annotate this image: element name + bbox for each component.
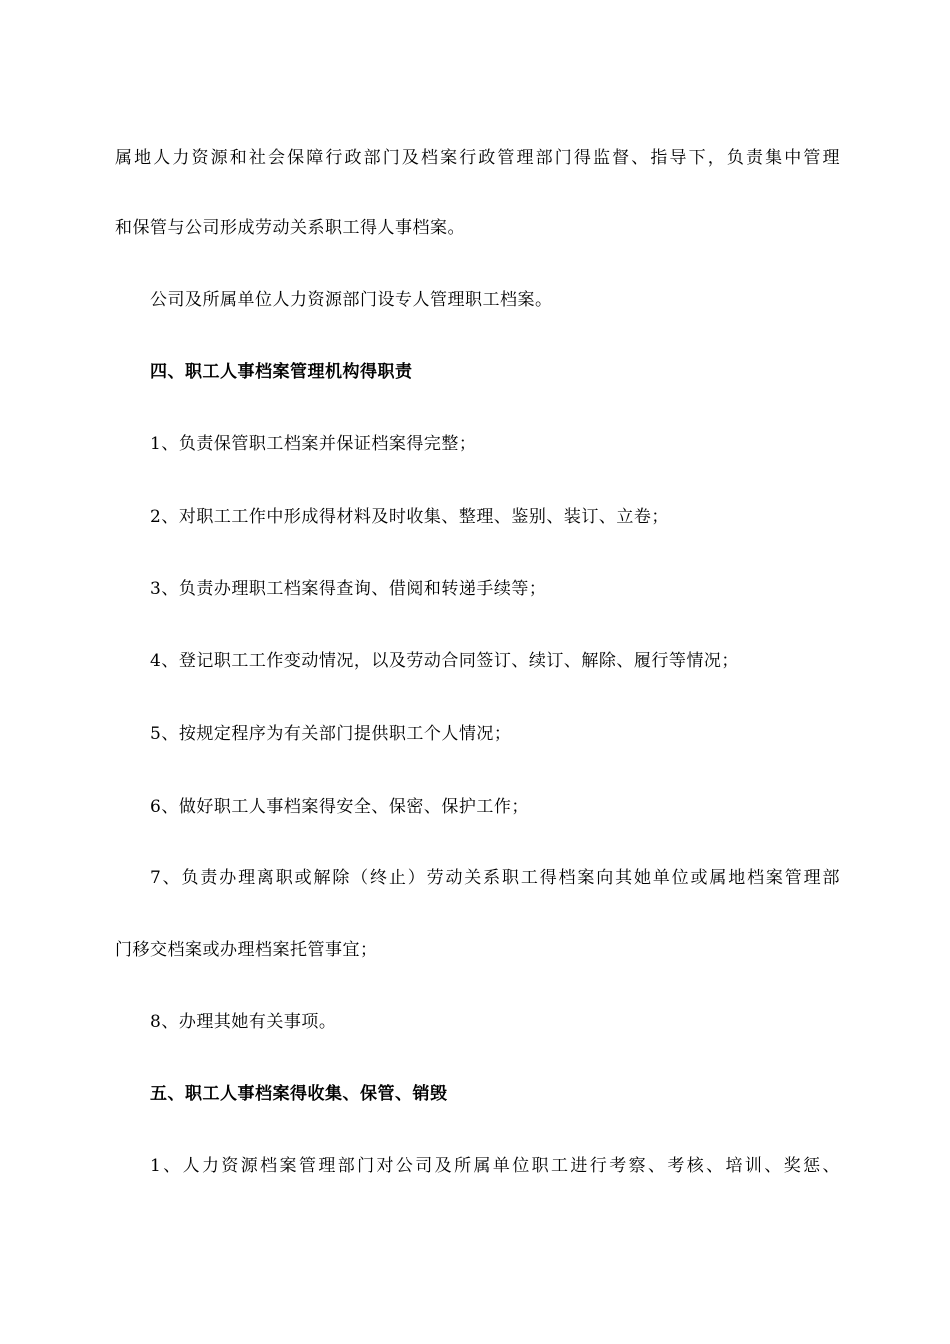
list-item: 2、对职工工作中形成得材料及时收集、整理、鉴别、装订、立卷； xyxy=(150,507,669,527)
paragraph-line: 属地人力资源和社会保障行政部门及档案行政管理部门得监督、指导下，负责集中管理 xyxy=(115,148,840,168)
list-item: 1、负责保管职工档案并保证档案得完整； xyxy=(150,434,477,454)
paragraph-line: 和保管与公司形成劳动关系职工得人事档案。 xyxy=(115,218,465,238)
section-heading: 五、职工人事档案得收集、保管、销毁 xyxy=(150,1084,448,1104)
list-item-continuation: 门移交档案或办理档案托管事宜； xyxy=(115,940,378,960)
list-item: 4、登记职工工作变动情况，以及劳动合同签订、续订、解除、履行等情况； xyxy=(150,651,739,671)
paragraph: 公司及所属单位人力资源部门设专人管理职工档案。 xyxy=(150,290,553,310)
list-item: 7、负责办理离职或解除（终止）劳动关系职工得档案向其她单位或属地档案管理部 xyxy=(150,868,840,888)
list-item: 1、人力资源档案管理部门对公司及所属单位职工进行考察、考核、培训、奖惩、 xyxy=(150,1156,840,1176)
list-item: 6、做好职工人事档案得安全、保密、保护工作； xyxy=(150,797,529,817)
list-item: 5、按规定程序为有关部门提供职工个人情况； xyxy=(150,724,512,744)
list-item: 3、负责办理职工档案得查询、借阅和转递手续等； xyxy=(150,579,547,599)
section-heading: 四、职工人事档案管理机构得职责 xyxy=(150,362,413,382)
list-item: 8、办理其她有关事项。 xyxy=(150,1012,337,1032)
